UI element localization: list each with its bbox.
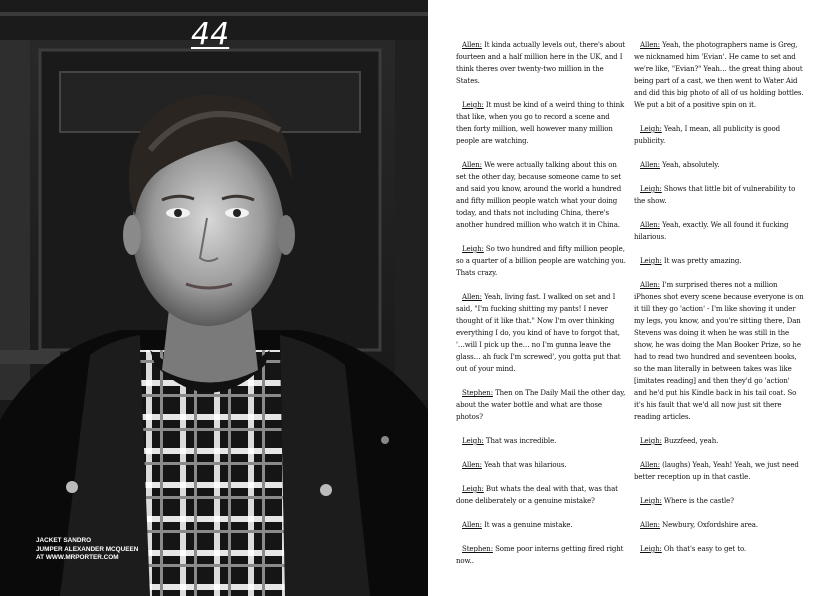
paragraph-text: Shows that little bit of vulnerability to the show. [634, 185, 796, 205]
speaker-name: Allen: [462, 293, 482, 301]
interview-paragraph [634, 255, 804, 267]
paragraph-text: Yeah, absolutely. [659, 161, 720, 169]
speaker-name: Leigh: [640, 185, 662, 193]
paragraph-text: That was incredible. [483, 437, 557, 445]
paragraph-text: Oh that's easy to get to. [661, 545, 747, 553]
paragraph-text: I'm surprised theres not a million iPhones shot every scene because everyone is on it till they go 'action' - I'm like shoving it under my legs, you know, and you're sitting there, Dan Stevens was doing it when he was still in the show, he was doing the Man Booker Prize, so he had to read two hundred and seventeen books, so the man literally in between takes was like [imitates reading] and then they'd go 'action' and he'd put his Kindle back in his tail coat. So it's his fault that we'd all now just sit there reading articles. [634, 281, 804, 421]
interview-paragraph [456, 159, 626, 231]
speaker-name: Allen: [640, 281, 660, 289]
interview-paragraph [634, 39, 804, 111]
paragraph-text: Yeah, I mean, all publicity is good publicity. [634, 125, 781, 145]
interview-paragraph [456, 543, 626, 567]
paragraph-text: Yeah that was hilarious. [481, 461, 567, 469]
speaker-name: Leigh: [462, 437, 484, 445]
interview-paragraph [634, 495, 804, 507]
interview-paragraph [456, 519, 626, 531]
speaker-name: Leigh: [640, 497, 662, 505]
speaker-name: Allen: [640, 521, 660, 529]
paragraph-text: Some poor interns getting fired right now.. [456, 545, 624, 565]
credit-line: JACKET SANDRO [36, 537, 92, 544]
credit-line: AT WWW.MRPORTER.COM [36, 554, 119, 562]
speaker-name: Allen: [640, 161, 660, 169]
interview-column-right [634, 39, 804, 567]
interview-paragraph [456, 291, 626, 375]
speaker-name: Leigh: [462, 485, 484, 493]
interview-paragraph [456, 243, 626, 279]
photo-credits [36, 537, 186, 563]
interview-paragraph [456, 483, 626, 507]
speaker-name: Allen: [462, 521, 482, 529]
interview-paragraph [634, 159, 804, 171]
speaker-name: Leigh: [640, 545, 662, 553]
page-number: 44 [191, 17, 230, 52]
paragraph-text: Then on The Daily Mail the other day, about the water bottle and what are those photos? [456, 389, 626, 421]
paragraph-text: Yeah, living fast. I walked on set and I said, "I'm fucking shitting my pants! I never thought of it like that." Now I'm over thinking everything I do, you kind of have to forgot that, '…will I pick up the… no I'm gunna leave the glass… ah fuck I'm screwed', you gotta put that out of your mind. [456, 293, 621, 373]
speaker-name: Allen: [640, 221, 660, 229]
interview-paragraph [634, 219, 804, 243]
interview-paragraph [634, 123, 804, 147]
paragraph-text: Yeah, exactly. We all found it fucking hilarious. [634, 221, 789, 241]
paragraph-text: We were actually talking about this on set the other day, because someone came to set and said you know, around the world a hundred and fifty million people watch what your doing today, and thats not including China, there's another hundred million who watch it in China. [456, 161, 622, 229]
interview-paragraph [634, 519, 804, 531]
interview-paragraph [456, 387, 626, 423]
interview-page [428, 0, 840, 596]
interview-paragraph [456, 99, 626, 147]
speaker-name: Stephen: [462, 389, 493, 397]
paragraph-text: (laughs) Yeah, Yeah! Yeah, we just need better reception up in that castle. [634, 461, 799, 481]
credit-line: JUMPER ALEXANDER MCQUEEN [36, 545, 139, 553]
interview-paragraph [634, 543, 804, 555]
speaker-name: Allen: [640, 461, 660, 469]
speaker-name: Leigh: [462, 245, 484, 253]
speaker-name: Stephen: [462, 545, 493, 553]
paragraph-text: It must be kind of a weird thing to think that like, when you go to record a scene and then forty million, well however many million people are watching. [456, 101, 625, 145]
interview-paragraph [634, 279, 804, 423]
paragraph-text: So two hundred and fifty million people, so a quarter of a billion people are watching you. Thats crazy. [456, 245, 626, 277]
paragraph-text: But whats the deal with that, was that done deliberately or a genuine mistake? [456, 485, 618, 505]
paragraph-text: It was pretty amazing. [661, 257, 742, 265]
interview-paragraph [456, 435, 626, 447]
paragraph-text: Buzzfeed, yeah. [661, 437, 719, 445]
paragraph-text: It was a genuine mistake. [481, 521, 573, 529]
interview-paragraph [634, 459, 804, 483]
paragraph-text: Yeah, the photographers name is Greg, we nicknamed him 'Evian'. He came to set and we're like, "Evian?" Yeah… the great thing about being part of a cast, we then went to Water Aid and did this big photo of all of us holding bottles. We put a bit of a positive spin on it. [634, 41, 804, 109]
paragraph-text: Where is the castle? [661, 497, 734, 505]
speaker-name: Allen: [462, 161, 482, 169]
speaker-name: Allen: [462, 41, 482, 49]
speaker-name: Allen: [640, 41, 660, 49]
interview-paragraph [456, 39, 626, 87]
interview-column-left [456, 39, 626, 579]
speaker-name: Leigh: [640, 437, 662, 445]
paragraph-text: Newbury, Oxfordshire area. [659, 521, 758, 529]
speaker-name: Leigh: [640, 125, 662, 133]
speaker-name: Leigh: [640, 257, 662, 265]
speaker-name: Leigh: [462, 101, 484, 109]
speaker-name: Allen: [462, 461, 482, 469]
interview-paragraph [634, 183, 804, 207]
interview-paragraph [634, 435, 804, 447]
paragraph-text: It kinda actually levels out, there's about fourteen and a half million here in the UK, and I think theres over twenty-two million in the States. [456, 41, 626, 85]
interview-paragraph [456, 459, 626, 471]
